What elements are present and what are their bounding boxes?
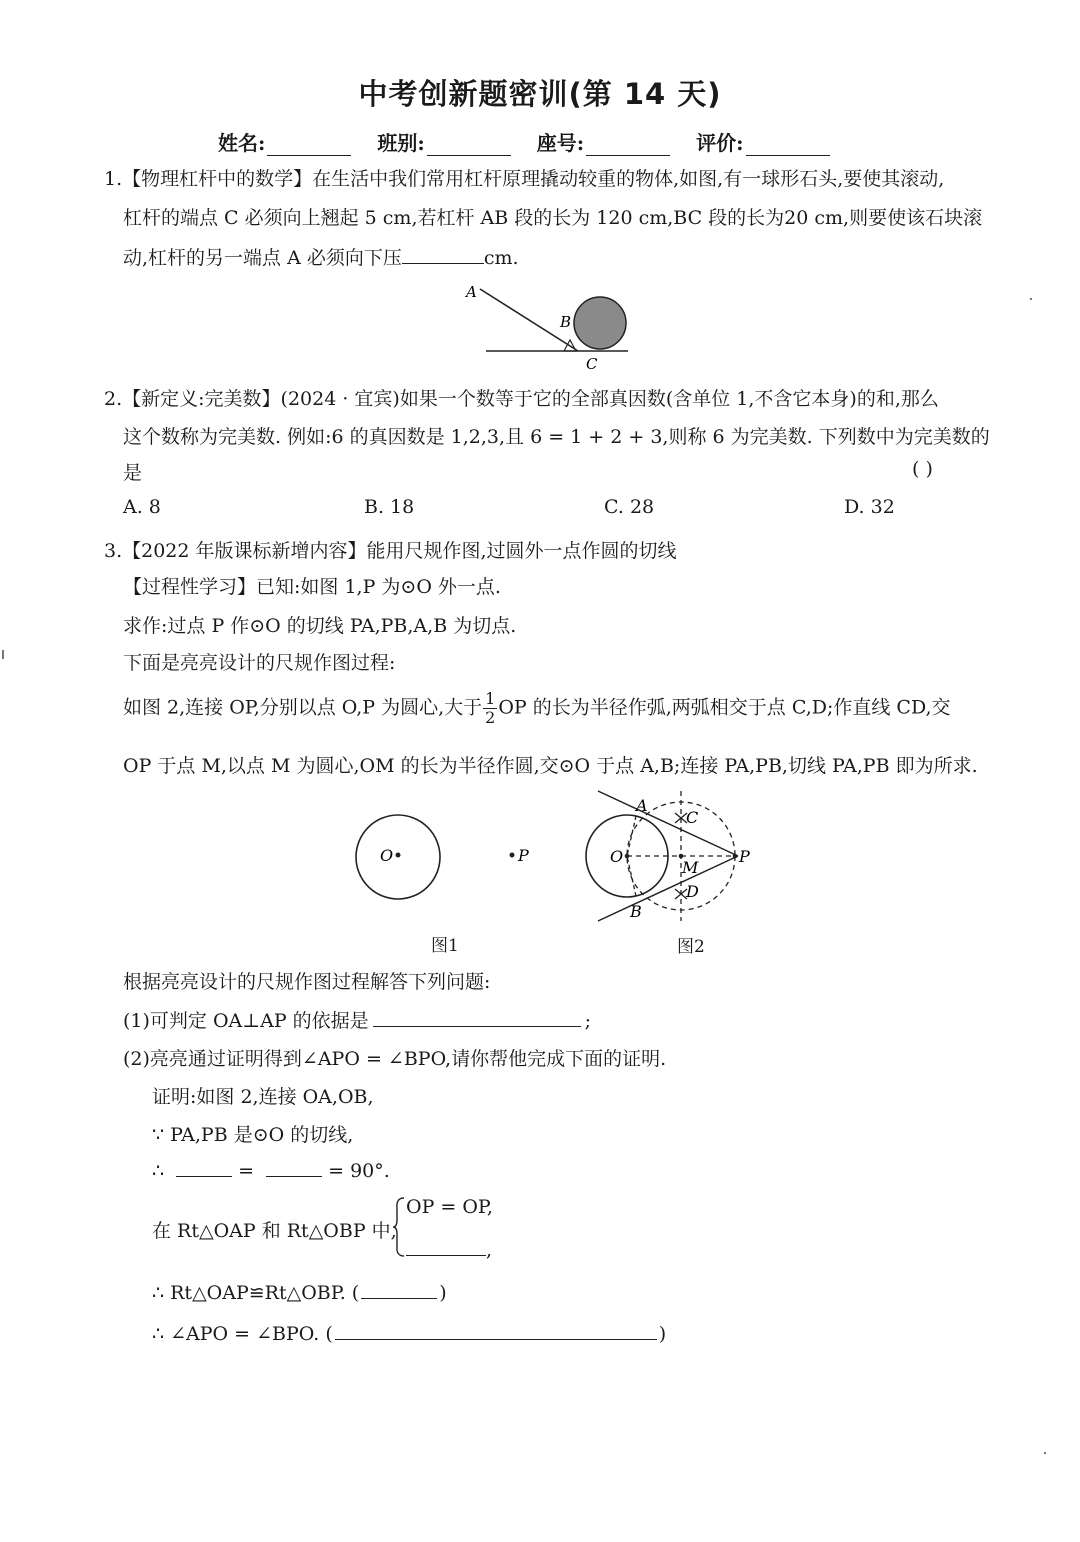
q3-part-1 — [123, 1006, 591, 1033]
q3-part-1-end: ; — [584, 1010, 592, 1032]
proof-line-6-text: ∴ ∠APO = ∠BPO. ( — [152, 1323, 333, 1345]
q3-part-1-text: (1)可判定 OA⊥AP 的依据是 — [123, 1010, 369, 1032]
lever-label-A: A — [466, 283, 477, 301]
fig2-label-p: P — [739, 847, 750, 866]
q2-option-b[interactable]: B. 18 — [364, 496, 415, 518]
proof-angle-blank-1[interactable] — [176, 1158, 232, 1177]
fig2-label-m: M — [682, 858, 699, 877]
q3-line-5b: OP 的长为半径作弧,两弧相交于点 C,D;作直线 CD,交 — [498, 696, 951, 719]
fig1-label-o: O — [380, 846, 394, 865]
q3-part-2: (2)亮亮通过证明得到∠APO = ∠BPO,请你帮他完成下面的证明. — [123, 1048, 667, 1070]
lever-label-B: B — [560, 313, 572, 331]
fig1-point-p — [510, 853, 515, 858]
proof-therefore: ∴ — [152, 1160, 165, 1182]
frac-numerator: 1 — [485, 689, 496, 708]
seat-label: 座号: — [536, 131, 585, 155]
brace-line-2-end: , — [486, 1239, 493, 1261]
class-blank[interactable] — [427, 135, 511, 156]
fig2-label-a: A — [636, 796, 648, 815]
q2-line-1: 2.【新定义:完美数】(2024 · 宜宾)如果一个数等于它的全部真因数(含单位 1,不含它本身)的和,那么 — [104, 388, 939, 410]
q3-line-5a: 如图 2,连接 OP,分别以点 O,P 为圆心,大于 — [123, 696, 483, 719]
q3-line-4: 下面是亮亮设计的尺规作图过程: — [123, 652, 396, 674]
proof-line-3 — [152, 1158, 390, 1182]
q1-line-3-text: 动,杠杆的另一端点 A 必须向下压 — [123, 247, 402, 269]
q3-line-3: 求作:过点 P 作⊙O 的切线 PA,PB,A,B 为切点. — [123, 615, 517, 637]
figure-2 — [580, 785, 765, 925]
fig1-point-o — [396, 853, 401, 858]
fig1-label-p: P — [518, 846, 529, 865]
lever-label-C: C — [586, 355, 598, 373]
q2-option-d[interactable]: D. 32 — [844, 496, 895, 518]
brace-line-1: OP = OP, — [406, 1196, 493, 1218]
proof-angle-blank-2[interactable] — [266, 1158, 322, 1177]
proof-line-5-text: ∴ Rt△OAP≌Rt△OBP. ( — [152, 1282, 360, 1304]
q2-answer-paren[interactable]: ( ) — [912, 458, 933, 480]
proof-line-5-end: ) — [439, 1282, 447, 1304]
q1-line-1: 1.【物理杠杆中的数学】在生活中我们常用杠杆原理撬动较重的物体,如图,有一球形石头,要使其滚动, — [104, 168, 945, 190]
proof-line-2: ∵ PA,PB 是⊙O 的切线, — [152, 1124, 354, 1146]
proof-line-6 — [152, 1321, 666, 1345]
eval-label: 评价: — [696, 131, 744, 155]
figure-1 — [350, 810, 540, 910]
fig2-label-o: O — [610, 847, 624, 866]
proof-line-6-end: ) — [658, 1323, 667, 1345]
proof-line-1: 证明:如图 2,连接 OA,OB, — [152, 1086, 374, 1108]
q2-line-3: 是 — [123, 462, 143, 484]
proof-reason-blank-2[interactable] — [335, 1321, 657, 1340]
proof-brace — [392, 1196, 406, 1258]
fig2-label-b: B — [630, 902, 642, 921]
q1-line-2: 杠杆的端点 C 必须向上翘起 5 cm,若杠杆 AB 段的长为 120 cm,BC 段的长为20 cm,则要使该石块滚 — [123, 207, 983, 229]
q3-part-1-blank[interactable] — [373, 1008, 581, 1027]
seat-blank[interactable] — [586, 135, 670, 156]
q3-line-6: OP 于点 M,以点 M 为圆心,OM 的长为半径作圆,交⊙O 于点 A,B;连接 PA,PB,切线 PA,PB 即为所求. — [123, 755, 978, 777]
q1-unit: cm. — [483, 247, 519, 269]
lever-figure — [460, 280, 640, 375]
q3-line-1: 3.【2022 年版课标新增内容】能用尺规作图,过圆外一点作圆的切线 — [104, 540, 677, 562]
scan-speck — [1044, 1452, 1046, 1454]
name-label: 姓名: — [218, 131, 266, 155]
q3-line-5 — [123, 690, 951, 727]
q3-line-2: 【过程性学习】已知:如图 1,P 为⊙O 外一点. — [123, 576, 501, 598]
class-field — [377, 127, 510, 156]
frac-denominator: 2 — [485, 708, 496, 727]
q2-option-a[interactable]: A. 8 — [123, 496, 161, 518]
name-field — [218, 127, 351, 156]
q1-answer-blank[interactable] — [402, 245, 484, 264]
proof-line-4: 在 Rt△OAP 和 Rt△OBP 中, — [152, 1220, 397, 1242]
student-info-row — [218, 127, 898, 156]
q2-option-c[interactable]: C. 28 — [604, 496, 655, 518]
fig2-label-c: C — [686, 808, 699, 827]
scan-speck — [2, 650, 4, 659]
proof-equals: = — [238, 1160, 255, 1182]
fig2-point-o — [625, 854, 630, 859]
page-title: 中考创新题密训(第 14 天) — [358, 77, 722, 111]
stone-ball — [574, 297, 626, 349]
fig1-caption: 图1 — [431, 936, 459, 956]
fig2-label-d: D — [686, 882, 699, 901]
half-fraction — [483, 690, 497, 727]
q1-line-3 — [123, 243, 519, 270]
brace-blank[interactable] — [406, 1237, 486, 1256]
class-label: 班别: — [377, 131, 425, 155]
q2-line-2: 这个数称为完美数. 例如:6 的真因数是 1,2,3,且 6 = 1 + 2 + 3,则称 6 为完美数. 下列数中为完美数的 — [123, 426, 990, 448]
fig2-caption: 图2 — [677, 937, 705, 957]
proof-ninety: = 90°. — [328, 1160, 390, 1182]
scan-speck — [1030, 298, 1032, 300]
q3-line-7: 根据亮亮设计的尺规作图过程解答下列问题: — [123, 971, 491, 993]
name-blank[interactable] — [267, 135, 351, 156]
brace-line-2 — [406, 1237, 492, 1261]
seat-field — [537, 127, 670, 156]
proof-line-5 — [152, 1280, 447, 1304]
fig2-point-p — [733, 854, 738, 859]
eval-field — [696, 127, 829, 156]
eval-blank[interactable] — [746, 135, 830, 156]
proof-reason-blank-1[interactable] — [361, 1280, 437, 1299]
